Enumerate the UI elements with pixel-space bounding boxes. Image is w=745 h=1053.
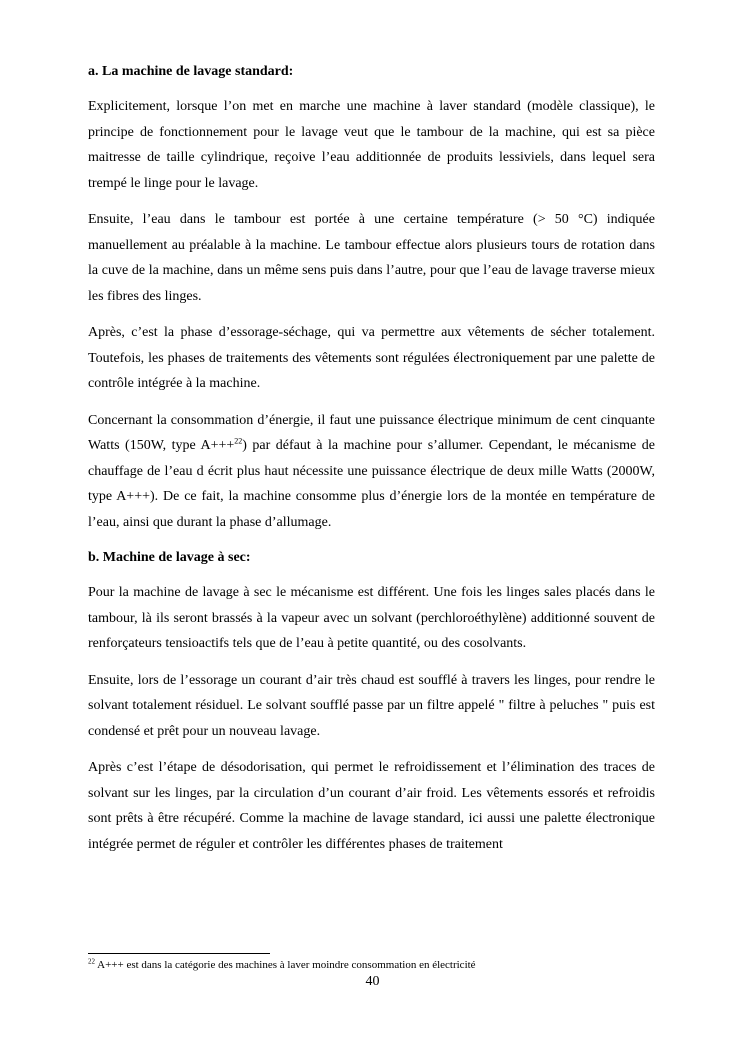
footnote-separator (88, 953, 270, 954)
section-b-paragraph-1: Pour la machine de lavage à sec le mécanisme est différent. Une fois les linges sales placés dans le tambour, là ils seront brassés à la vapeur avec un solvant (perchloroéthylène) additionné souvent de renforçateurs tensioactifs tels que de l’eau à petite quantité, ou des cosolvants. (88, 585, 655, 651)
paragraph-4-text-before: Concernant la consommation d’énergie, il faut une puissance électrique minimum de cent cinquante Watts (150W, type A+++ (88, 412, 655, 453)
document-body (88, 60, 655, 868)
section-a-paragraph-1: Explicitement, lorsque l’on met en marche une machine à laver standard (modèle classique), le principe de fonctionnement pour le lavage veut que le tambour de la machine, qui est sa pièce maitresse de taille cylindrique, reçoive l’eau additionnée de produits lessiviels, dans lequel sera trempé le linge pour le lavage. (88, 99, 655, 191)
footnote-number: 22 (88, 957, 95, 966)
section-a-paragraph-2: Ensuite, l’eau dans le tambour est portée à une certaine température (> 50 °C) indiquée manuellement au préalable à la machine. Le tambour effectue alors plusieurs tours de rotation dans la cuve de la machine, dans un même sens puis dans l’autre, pour que l’eau de lavage traverse mieux les fibres des linges. (88, 212, 655, 304)
footnote-text: A+++ est dans la catégorie des machines à laver moindre consommation en électricité (95, 959, 476, 971)
footnote (88, 958, 655, 972)
footnote-reference[interactable]: 22 (234, 436, 243, 446)
section-a-paragraph-3: Après, c’est la phase d’essorage-séchage, qui va permettre aux vêtements de sécher totalement. Toutefois, les phases de traitements des vêtements sont régulées électroniquement par une palette de contrôle intégrée à la machine. (88, 325, 655, 391)
section-b-paragraph-3: Après c’est l’étape de désodorisation, qui permet le refroidissement et l’élimination des traces de solvant sur les linges, par la circulation d’un courant d’air froid. Les vêtements essorés et refroidis sont prêts à être récupéré. Comme la machine de lavage standard, ici aussi une palette électronique intégrée permet de réguler et contrôler les différentes phases de traitement (88, 760, 655, 852)
page-number: 40 (365, 974, 380, 989)
paragraph-4-text-after: ) par défaut à la machine pour s’allumer. Cependant, le mécanisme de chauffage de l’eau d écrit plus haut nécessite une puissance électrique de deux mille Watts (2000W, type A+++). De ce fait, la machine consomme plus d’énergie lors de la montée en température de l’eau, ainsi que durant la phase d’allumage. (88, 438, 655, 530)
section-a-heading: a. La machine de lavage standard: (88, 64, 294, 79)
section-b-heading: b. Machine de lavage à sec: (88, 550, 251, 565)
section-b-paragraph-2: Ensuite, lors de l’essorage un courant d’air très chaud est soufflé à travers les linges, pour rendre le solvant totalement résiduel. Le solvant soufflé passe par un filtre appelé " filtre à peluches " puis est condensé et prêt pour un nouveau lavage. (88, 672, 655, 739)
section-a-paragraph-4 (88, 408, 655, 536)
